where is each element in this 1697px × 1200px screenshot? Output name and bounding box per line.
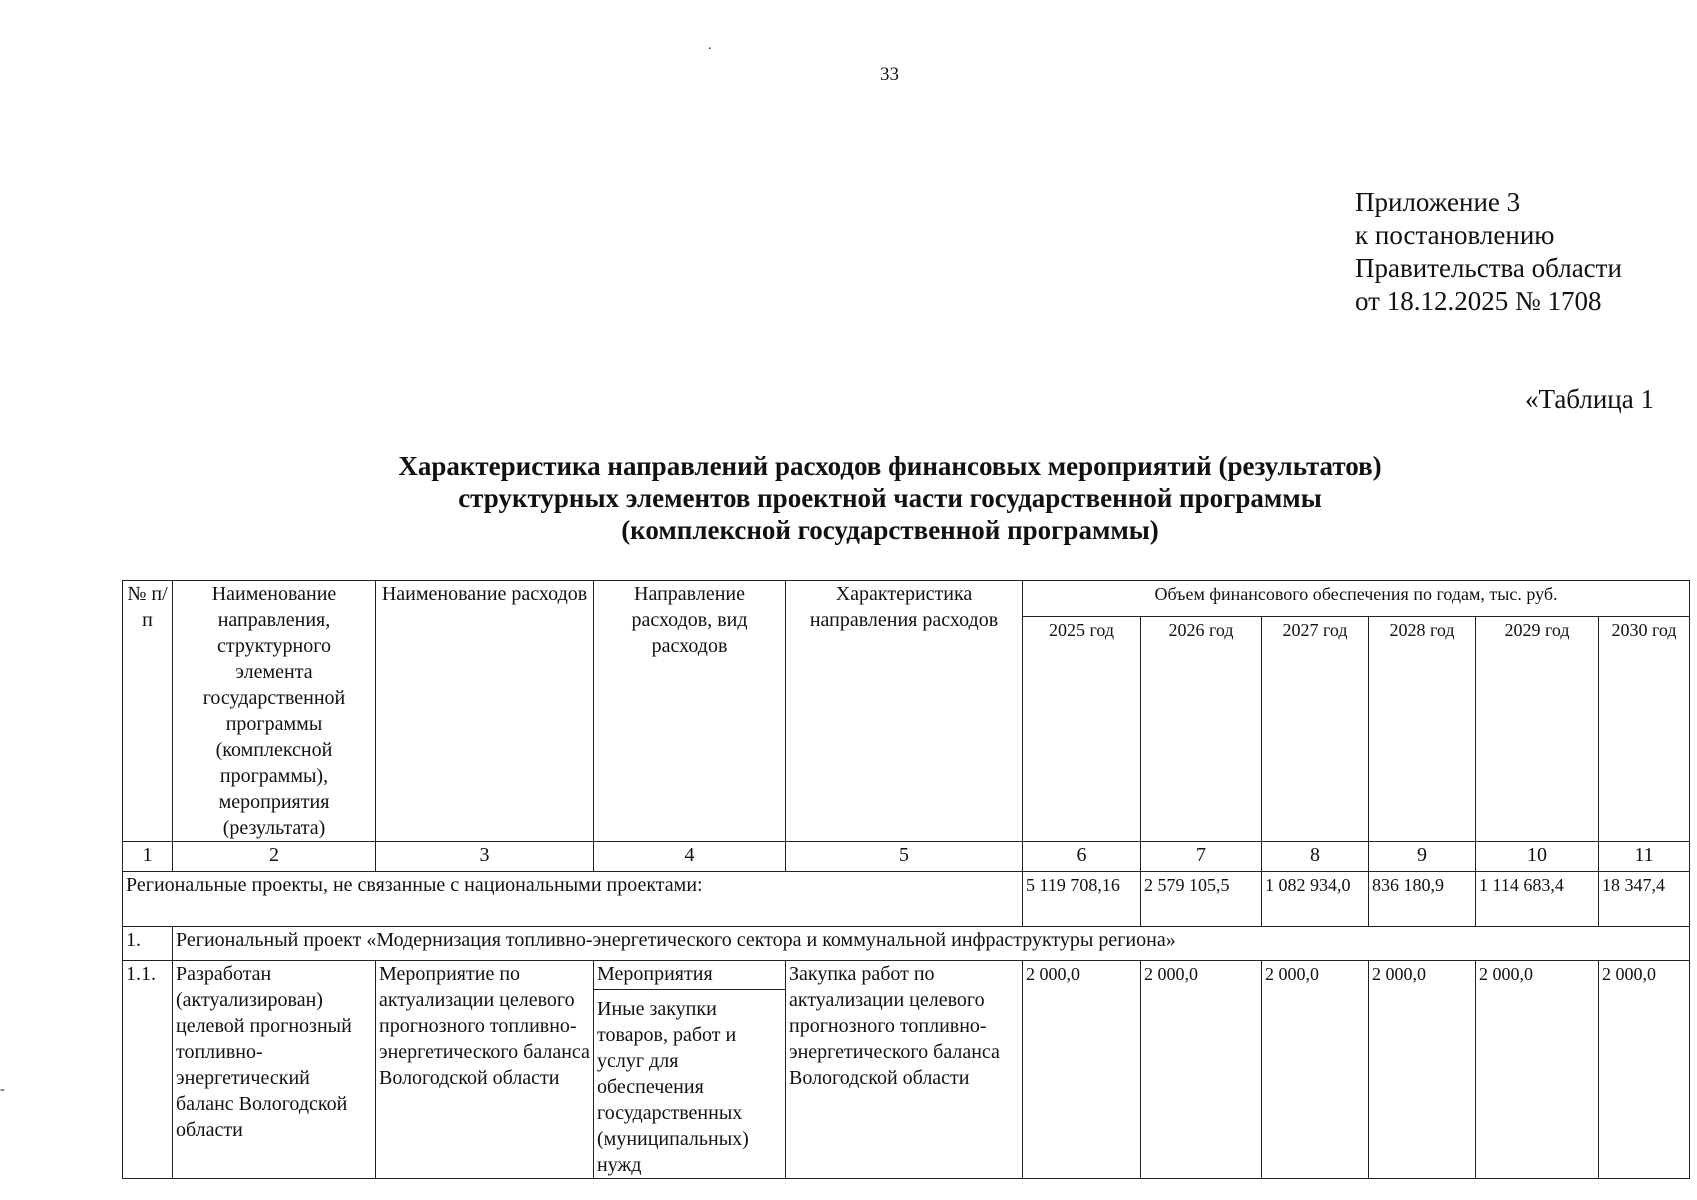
section-row [123, 927, 1690, 961]
column-number: 3 [376, 842, 594, 872]
row-expense-name: Мероприятие по актуализации целевого прогнозного топливно-энергетического баланса Вологодской области [376, 961, 594, 1179]
column-number: 9 [1369, 842, 1476, 872]
column-number: 6 [1023, 842, 1141, 872]
appendix-line-2: к постановлению [1355, 220, 1555, 250]
column-number: 4 [594, 842, 786, 872]
header-year: 2029 год [1476, 617, 1599, 842]
header-expense-name: Наименование расходов [376, 581, 594, 842]
row-characteristic: Закупка работ по актуализации целевого прогнозного топливно-энергетического баланса Вологодской области [786, 961, 1023, 1179]
page-number: 33 [880, 64, 899, 85]
appendix-line-3: Правительства области [1355, 253, 1622, 283]
section-num: 1. [123, 927, 173, 961]
margin-mark: - [0, 1082, 5, 1097]
appendix-block [1355, 186, 1622, 318]
document-title [260, 450, 1520, 546]
header-num: № п/п [123, 581, 173, 842]
row-value: 2 000,0 [1023, 961, 1141, 1179]
column-number: 5 [786, 842, 1023, 872]
summary-value: 5 119 708,16 [1023, 872, 1141, 927]
title-line-2: структурных элементов проектной части государственной программы [458, 483, 1322, 513]
column-number: 1 [123, 842, 173, 872]
summary-value: 18 347,4 [1599, 872, 1690, 927]
row-expense-type: Иные закупки товаров, работ и услуг для обеспечения государственных (муниципальных) нужд [597, 998, 749, 1176]
summary-value: 1 114 683,4 [1476, 872, 1599, 927]
scan-dot: . [708, 38, 712, 53]
title-line-3: (комплексной государственной программы) [621, 515, 1159, 545]
column-number: 7 [1141, 842, 1262, 872]
summary-label: Региональные проекты, не связанные с национальными проектами: [123, 872, 1023, 927]
table-label: «Таблица 1 [1525, 384, 1654, 414]
column-number: 2 [173, 842, 376, 872]
summary-value: 836 180,9 [1369, 872, 1476, 927]
header-characteristic: Характеристика направления расходов [786, 581, 1023, 842]
header-year: 2028 год [1369, 617, 1476, 842]
summary-value: 2 579 105,5 [1141, 872, 1262, 927]
row-direction: Мероприятия [594, 961, 785, 990]
column-numbers-row [123, 842, 1690, 872]
column-number: 8 [1262, 842, 1369, 872]
header-funding-group: Объем финансового обеспечения по годам, тыс. руб. [1023, 581, 1690, 617]
section-label: Региональный проект «Модернизация топливно-энергетического сектора и коммунальной инфраструктуры региона» [173, 927, 1690, 961]
row-value: 2 000,0 [1141, 961, 1262, 1179]
row-value: 2 000,0 [1599, 961, 1690, 1179]
header-direction: Направление расходов, вид расходов [594, 581, 786, 842]
column-number: 11 [1599, 842, 1690, 872]
title-line-1: Характеристика направлений расходов финансовых мероприятий (результатов) [398, 451, 1382, 481]
row-value: 2 000,0 [1476, 961, 1599, 1179]
expenses-table [122, 580, 1690, 1179]
header-year: 2027 год [1262, 617, 1369, 842]
header-year: 2030 год [1599, 617, 1690, 842]
row-value: 2 000,0 [1262, 961, 1369, 1179]
row-name: Разработан (актуализирован) целевой прогнозный топливно-энергетический баланс Вологодской области [173, 961, 376, 1179]
appendix-line-1: Приложение 3 [1355, 187, 1521, 217]
header-name: Наименование направления, структурного элемента государственной программы (комплексной программы), мероприятия (результата) [173, 581, 376, 842]
summary-row [123, 872, 1690, 927]
row-direction-cell [594, 961, 786, 1179]
header-row [123, 581, 1690, 617]
appendix-line-4: от 18.12.2025 № 1708 [1355, 286, 1602, 316]
header-year: 2025 год [1023, 617, 1141, 842]
data-row [123, 961, 1690, 1179]
row-value: 2 000,0 [1369, 961, 1476, 1179]
column-number: 10 [1476, 842, 1599, 872]
row-num: 1.1. [123, 961, 173, 1179]
header-year: 2026 год [1141, 617, 1262, 842]
summary-value: 1 082 934,0 [1262, 872, 1369, 927]
